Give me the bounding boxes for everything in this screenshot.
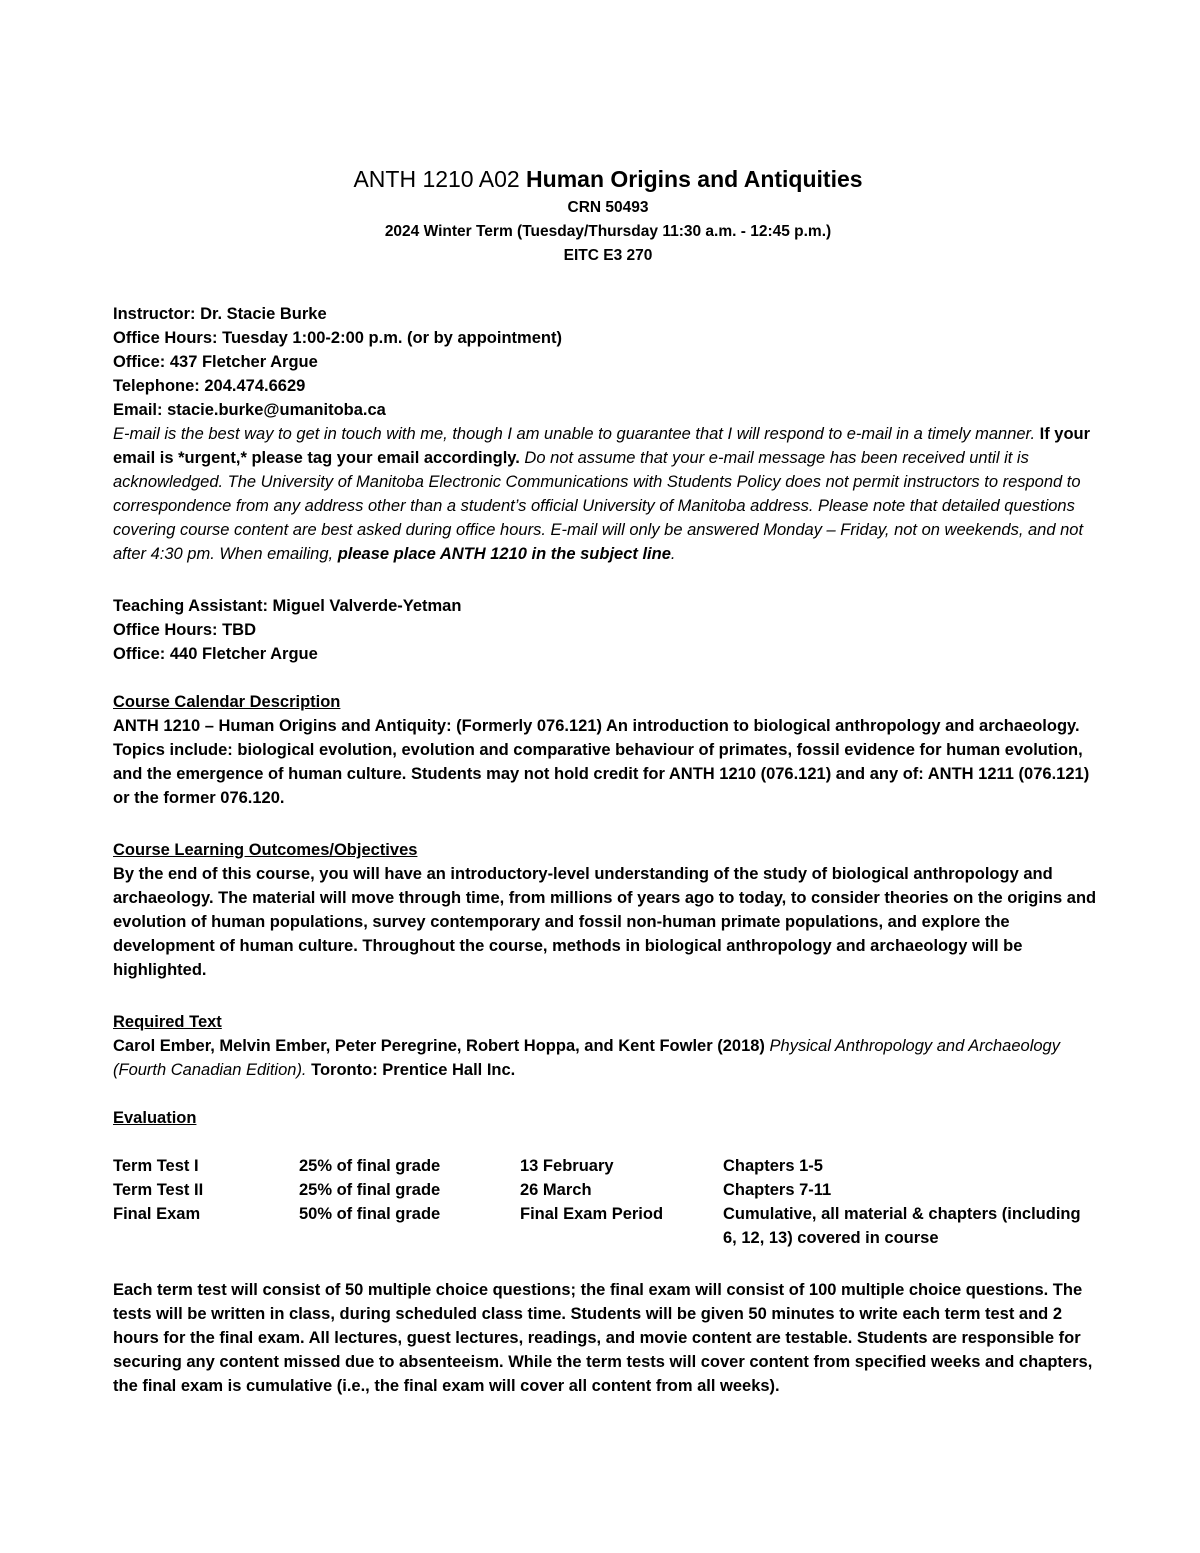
term-schedule: 2024 Winter Term (Tuesday/Thursday 11:30 a.m. - 12:45 p.m.)	[384, 223, 832, 240]
instructor-office-hours: Office Hours: Tuesday 1:00-2:00 p.m. (or by appointment)	[113, 329, 562, 347]
title-block	[113, 162, 1103, 268]
instructor-info	[113, 302, 1103, 566]
calendar-heading: Course Calendar Description	[113, 693, 341, 711]
room: EITC E3 270	[563, 247, 653, 264]
required-text-heading: Required Text	[113, 1013, 222, 1031]
required-text-section	[113, 1010, 1103, 1082]
ta-office: Office: 440 Fletcher Argue	[113, 645, 318, 663]
syllabus-page	[113, 162, 1103, 1398]
instructor-telephone: Telephone: 204.474.6629	[113, 377, 306, 395]
outcomes-text: By the end of this course, you will have an introductory-level understanding of the study of biological anthropology and archaeology. The material will move through time, from millions of years ago to today, to consider theories on the origins and evolution of human populations, survey contemporary and fossil non-human primate populations, and explore the development of human culture. Throughout the course, methods in biological anthropology and archaeology will be highlighted.	[113, 865, 1097, 979]
instructor-name: Instructor: Dr. Stacie Burke	[113, 305, 327, 323]
evaluation-row: Term Test II 25% of final grade 26 March Chapters 7-11	[113, 1181, 832, 1199]
ta-name: Teaching Assistant: Miguel Valverde-Yetman	[113, 597, 462, 615]
evaluation-row: Term Test I 25% of final grade 13 February Chapters 1-5	[113, 1157, 823, 1175]
instructor-email[interactable]: Email: stacie.burke@umanitoba.ca	[113, 401, 386, 419]
page-title	[113, 162, 1103, 196]
outcomes-heading: Course Learning Outcomes/Objectives	[113, 841, 418, 859]
evaluation-heading: Evaluation	[113, 1109, 197, 1127]
crn: CRN 50493	[567, 199, 649, 216]
email-policy: E-mail is the best way to get in touch with me, though I am unable to guarantee that I will respond to e-mail in a timely manner. If your email is *urgent,* please tag your email accordingly. Do not assume that your e-mail message has been received until it is acknowledged. The University of Manitoba Electronic Communications with Students Policy does not permit instructors to respond to correspondence from any address other than a student’s official University of Manitoba address. Please note that detailed questions covering course content are best asked during office hours. E-mail will only be answered Monday – Friday, not on weekends, and not after 4:30 pm. When emailing, please place ANTH 1210 in the subject line.	[113, 425, 1091, 563]
required-text-citation: Carol Ember, Melvin Ember, Peter Peregrine, Robert Hoppa, and Kent Fowler (2018) Physical Anthropology and Archaeology (Fourth Canadian Edition). Toronto: Prentice Hall Inc.	[113, 1037, 1060, 1079]
course-title: Human Origins and Antiquities	[526, 166, 863, 192]
outcomes-section	[113, 838, 1103, 982]
evaluation-details: Each term test will consist of 50 multiple choice questions; the final exam will consist of 100 multiple choice questions. The tests will be written in class, during scheduled class time. Students will be given 50 minutes to write each term test and 2 hours for the final exam. All lectures, guest lectures, readings, and movie content are testable. Students are responsible for securing any content missed due to absenteeism. While the term tests will cover content from specified weeks and chapters, the final exam is cumulative (i.e., the final exam will cover all content from all weeks).	[113, 1281, 1093, 1395]
ta-office-hours: Office Hours: TBD	[113, 621, 257, 639]
teaching-assistant-info	[113, 594, 1103, 666]
calendar-section	[113, 690, 1103, 810]
calendar-text: ANTH 1210 – Human Origins and Antiquity: (Formerly 076.121) An introduction to biological anthropology and archaeology. Topics include: biological evolution, evolution and comparative behaviour of primates, fossil evidence for human evolution, and the emergence of human culture. Students may not hold credit for ANTH 1210 (076.121) and any of: ANTH 1211 (076.121) or the former 076.120.	[113, 717, 1090, 807]
evaluation-section	[113, 1106, 1103, 1398]
course-code: ANTH 1210 A02	[353, 166, 520, 192]
evaluation-row: Final Exam 50% of final grade Final Exam Period Cumulative, all material & chapters (including 6, 12, 13) covered in course	[113, 1205, 1081, 1247]
instructor-office: Office: 437 Fletcher Argue	[113, 353, 318, 371]
evaluation-table	[113, 1154, 1103, 1250]
